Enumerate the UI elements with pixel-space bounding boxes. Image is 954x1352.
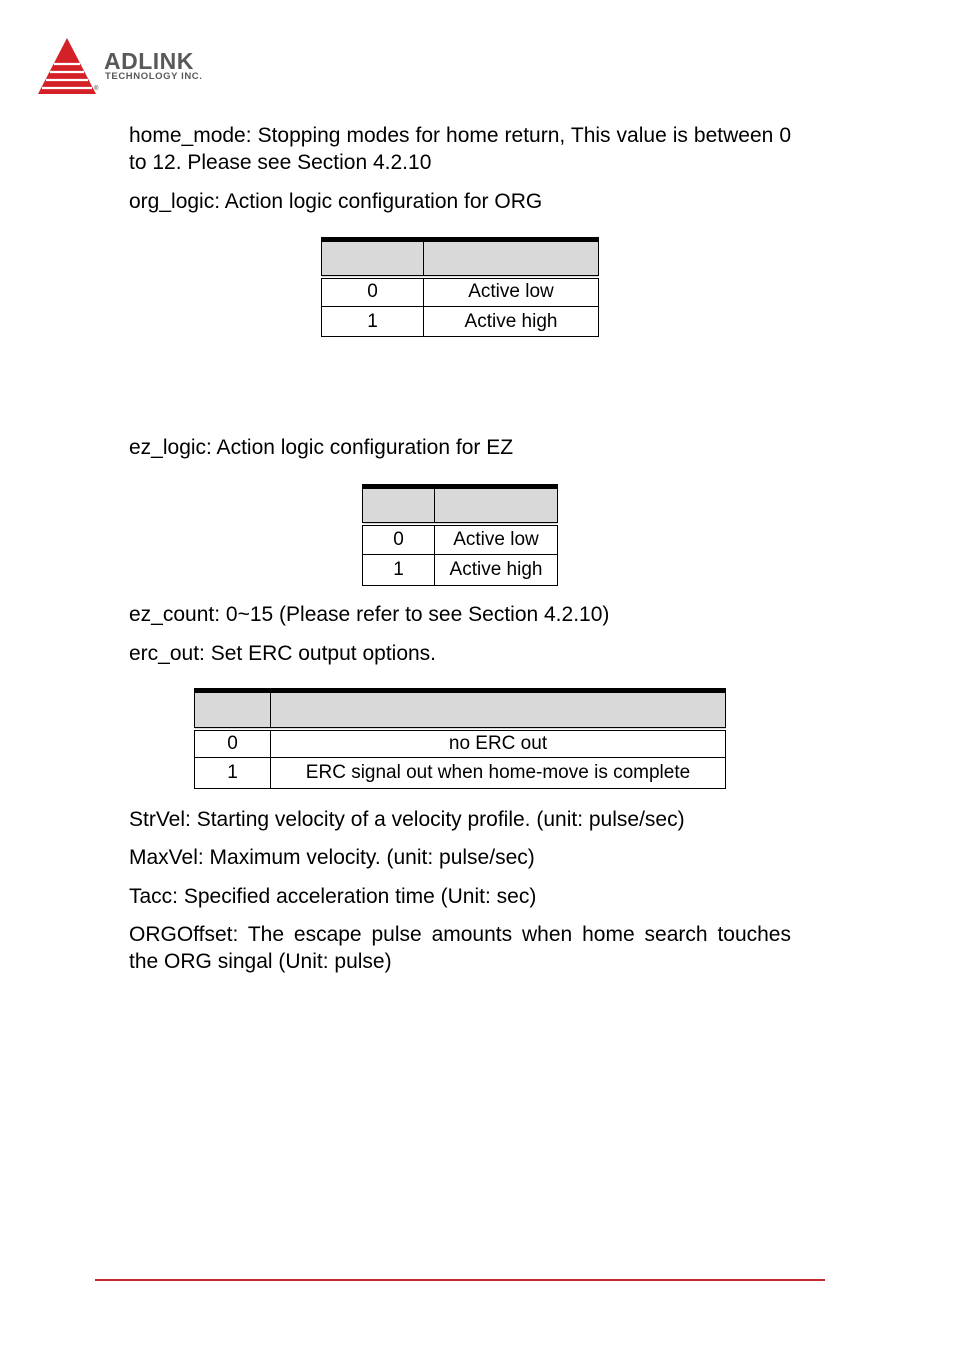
table-header-cell	[435, 487, 558, 524]
home-mode-description: home_mode: Stopping modes for home return, This value is between 0 to 12. Please see Section 4.2.10	[129, 124, 791, 174]
table-header-cell	[424, 240, 599, 277]
table-row	[363, 524, 558, 555]
logo-triangle-icon	[38, 36, 100, 98]
logo-tagline: TECHNOLOGY INC.	[105, 71, 203, 82]
maxvel-description: MaxVel: Maximum velocity. (unit: pulse/sec)	[129, 846, 535, 869]
table-cell-meaning: Active low	[424, 277, 599, 307]
ez-logic-table	[362, 484, 558, 586]
table-header-row	[195, 691, 726, 729]
table-header-cell	[322, 240, 424, 277]
table-header-row	[322, 240, 599, 277]
table-cell-value: 1	[363, 555, 435, 586]
org-logic-description: org_logic: Action logic configuration for ORG	[129, 190, 543, 213]
table-cell-meaning: Active low	[435, 524, 558, 555]
orgoffset-description: ORGOffset: The escape pulse amounts when home search touches the ORG singal (Unit: pulse)	[129, 923, 791, 973]
table-cell-meaning: no ERC out	[271, 729, 726, 758]
table-row	[195, 729, 726, 758]
ez-count-description: ez_count: 0~15 (Please refer to see Section 4.2.10)	[129, 603, 610, 626]
table-row	[363, 555, 558, 586]
table-cell-value: 0	[195, 729, 271, 758]
table-row	[195, 758, 726, 789]
table-cell-meaning: ERC signal out when home-move is complete	[271, 758, 726, 789]
table-cell-value: 0	[322, 277, 424, 307]
table-cell-value: 1	[322, 307, 424, 337]
table-header-row	[363, 487, 558, 524]
table-header-cell	[195, 691, 271, 729]
strvel-description: StrVel: Starting velocity of a velocity profile. (unit: pulse/sec)	[129, 808, 685, 831]
erc-out-description: erc_out: Set ERC output options.	[129, 642, 437, 665]
table-cell-value: 0	[363, 524, 435, 555]
logo-brand-name: ADLINK	[104, 48, 194, 74]
logo-registered-mark: ®	[94, 86, 99, 92]
company-logo	[38, 36, 238, 100]
table-header-cell	[363, 487, 435, 524]
table-row	[322, 307, 599, 337]
tacc-description: Tacc: Specified acceleration time (Unit: sec)	[129, 885, 537, 908]
table-header-cell	[271, 691, 726, 729]
table-row	[322, 277, 599, 307]
erc-out-table	[194, 688, 726, 789]
table-cell-meaning: Active high	[424, 307, 599, 337]
ez-logic-description: ez_logic: Action logic configuration for EZ	[129, 436, 514, 459]
table-cell-value: 1	[195, 758, 271, 789]
org-logic-table	[321, 237, 599, 337]
table-cell-meaning: Active high	[435, 555, 558, 586]
footer-rule	[95, 1279, 825, 1281]
